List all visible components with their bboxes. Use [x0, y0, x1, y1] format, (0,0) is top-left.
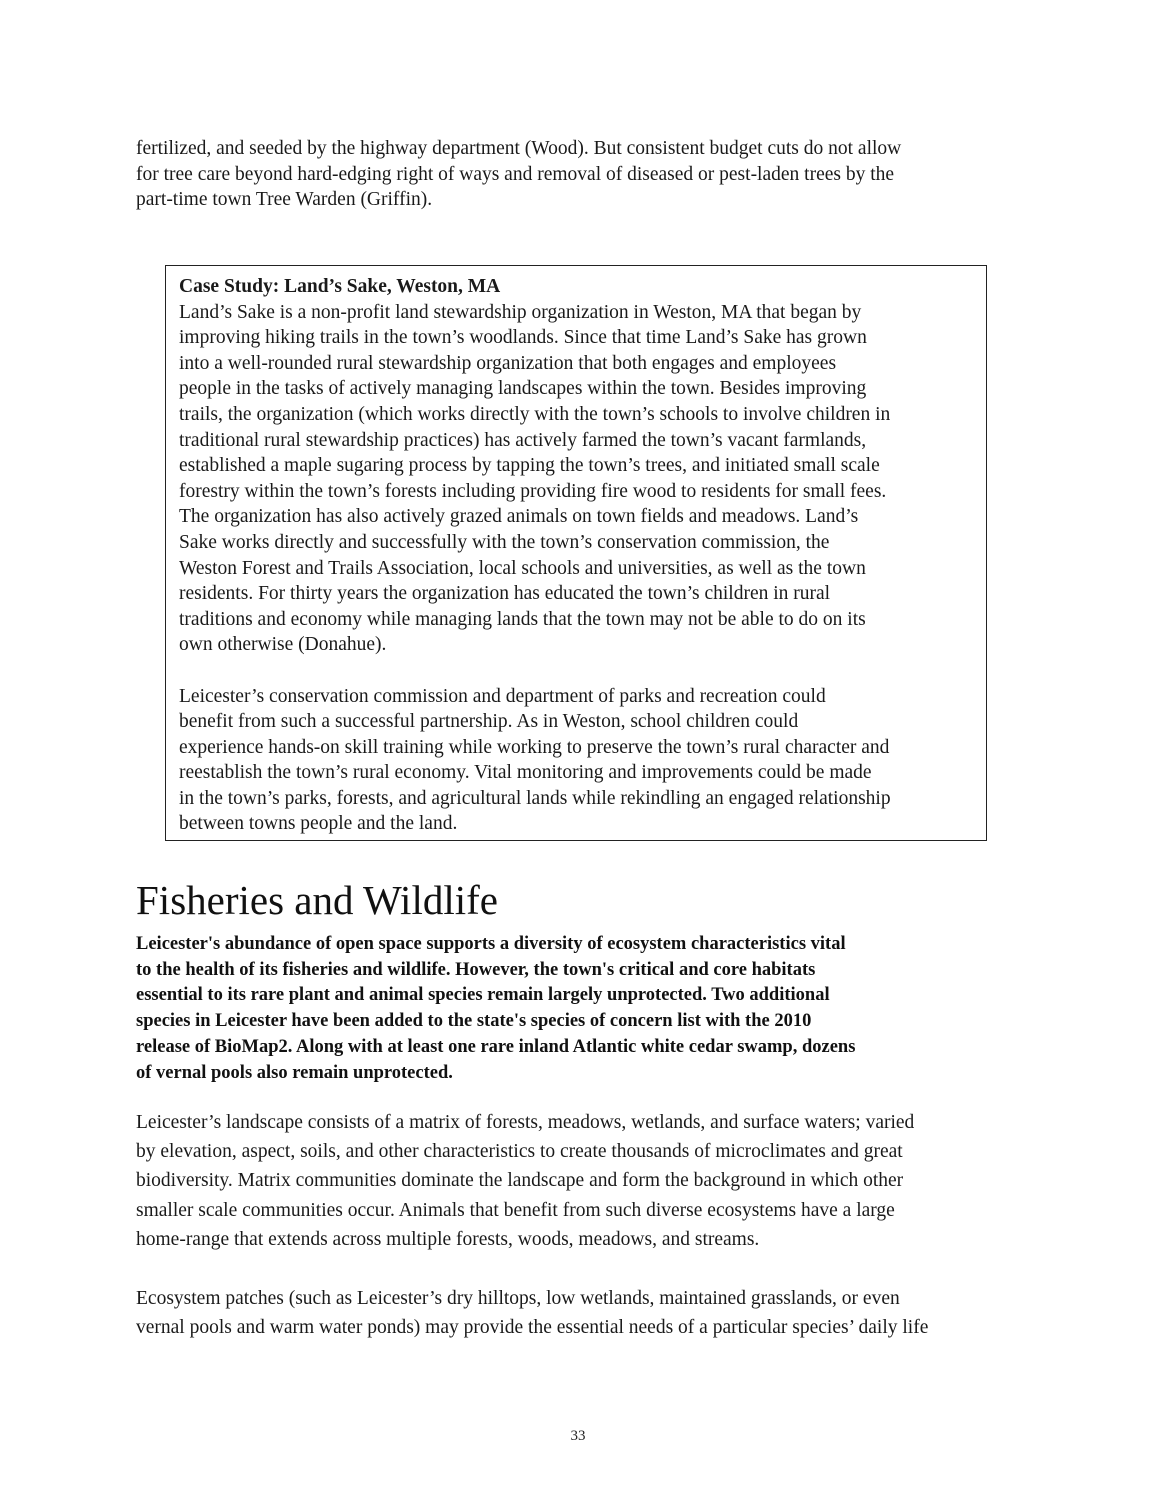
- text-line: in the town’s parks, forests, and agricultural lands while rekindling an engaged relationship: [179, 787, 891, 809]
- text-line: Weston Forest and Trails Association, local schools and universities, as well as the town: [179, 557, 866, 579]
- text-line: Land’s Sake is a non-profit land stewardship organization in Weston, MA that began by: [179, 301, 862, 323]
- text-line: improving hiking trails in the town’s woodlands. Since that time Land’s Sake has grown: [179, 327, 867, 349]
- text-line: traditional rural stewardship practices) has actively farmed the town’s vacant farmlands,: [179, 429, 867, 451]
- paragraph-gap: [179, 658, 891, 684]
- text-line: benefit from such a successful partnership. As in Weston, school children could: [179, 711, 799, 733]
- text-line: species in Leicester have been added to the state's species of concern list with the 2010: [136, 1011, 812, 1032]
- text-line: home-range that extends across multiple forests, woods, meadows, and streams.: [136, 1228, 760, 1250]
- text-line: experience hands-on skill training while working to preserve the town’s rural character and: [179, 736, 890, 758]
- text-line: to the health of its fisheries and wildlife. However, the town's critical and core habitats: [136, 959, 816, 980]
- text-line: release of BioMap2. Along with at least one rare inland Atlantic white cedar swamp, dozens: [136, 1036, 856, 1057]
- text-line: by elevation, aspect, soils, and other characteristics to create thousands of microclimates and great: [136, 1141, 903, 1163]
- text-line: essential to its rare plant and animal species remain largely unprotected. Two additional: [136, 985, 830, 1006]
- page-number: 33: [570, 1428, 586, 1444]
- case-study-title: Case Study: Land’s Sake, Weston, MA: [179, 276, 501, 297]
- text-line: forestry within the town’s forests including providing fire wood to residents for small fees.: [179, 480, 887, 502]
- text-line: smaller scale communities occur. Animals that benefit from such diverse ecosystems have a large: [136, 1199, 895, 1221]
- text-line: between towns people and the land.: [179, 813, 458, 835]
- text-line: Leicester’s conservation commission and department of parks and recreation could: [179, 685, 826, 707]
- section-lead-paragraph: [136, 932, 855, 1086]
- body-paragraph: [136, 1108, 914, 1254]
- text-line: for tree care beyond hard-edging right of ways and removal of diseased or pest-laden trees by the: [136, 163, 895, 185]
- case-study-content: [179, 274, 891, 837]
- text-line: biodiversity. Matrix communities dominate the landscape and form the background in which other: [136, 1170, 904, 1192]
- intro-paragraph: [136, 136, 1026, 213]
- text-line: reestablish the town’s rural economy. Vital monitoring and improvements could be made: [179, 762, 872, 784]
- text-line: fertilized, and seeded by the highway department (Wood). But consistent budget cuts do not allow: [136, 138, 902, 159]
- text-line: vernal pools and warm water ponds) may provide the essential needs of a particular species’ daily life: [136, 1317, 929, 1339]
- section-heading: Fisheries and Wildlife: [136, 877, 498, 923]
- text-line: Sake works directly and successfully with the town’s conservation commission, the: [179, 531, 830, 553]
- text-line: Leicester’s landscape consists of a matrix of forests, meadows, wetlands, and surface waters; varied: [136, 1112, 915, 1133]
- text-line: Ecosystem patches (such as Leicester’s dry hilltops, low wetlands, maintained grasslands, or even: [136, 1288, 900, 1309]
- text-line: Leicester's abundance of open space supports a diversity of ecosystem characteristics vital: [136, 934, 846, 954]
- text-line: residents. For thirty years the organization has educated the town’s children in rural: [179, 583, 831, 605]
- text-line: own otherwise (Donahue).: [179, 634, 387, 656]
- case-study-box: [165, 265, 987, 841]
- text-line: The organization has also actively grazed animals on town fields and meadows. Land’s: [179, 506, 859, 528]
- text-line: of vernal pools also remain unprotected.: [136, 1062, 453, 1083]
- text-line: traditions and economy while managing lands that the town may not be able to do on its: [179, 608, 866, 630]
- text-line: trails, the organization (which works directly with the town’s schools to involve children in: [179, 403, 891, 425]
- text-line: into a well-rounded rural stewardship organization that both engages and employees: [179, 352, 837, 374]
- text-line: part-time town Tree Warden (Griffin).: [136, 189, 433, 210]
- body-paragraph: [136, 1284, 928, 1342]
- text-line: people in the tasks of actively managing landscapes within the town. Besides improving: [179, 378, 867, 400]
- text-line: established a maple sugaring process by tapping the town’s trees, and initiated small scale: [179, 455, 880, 477]
